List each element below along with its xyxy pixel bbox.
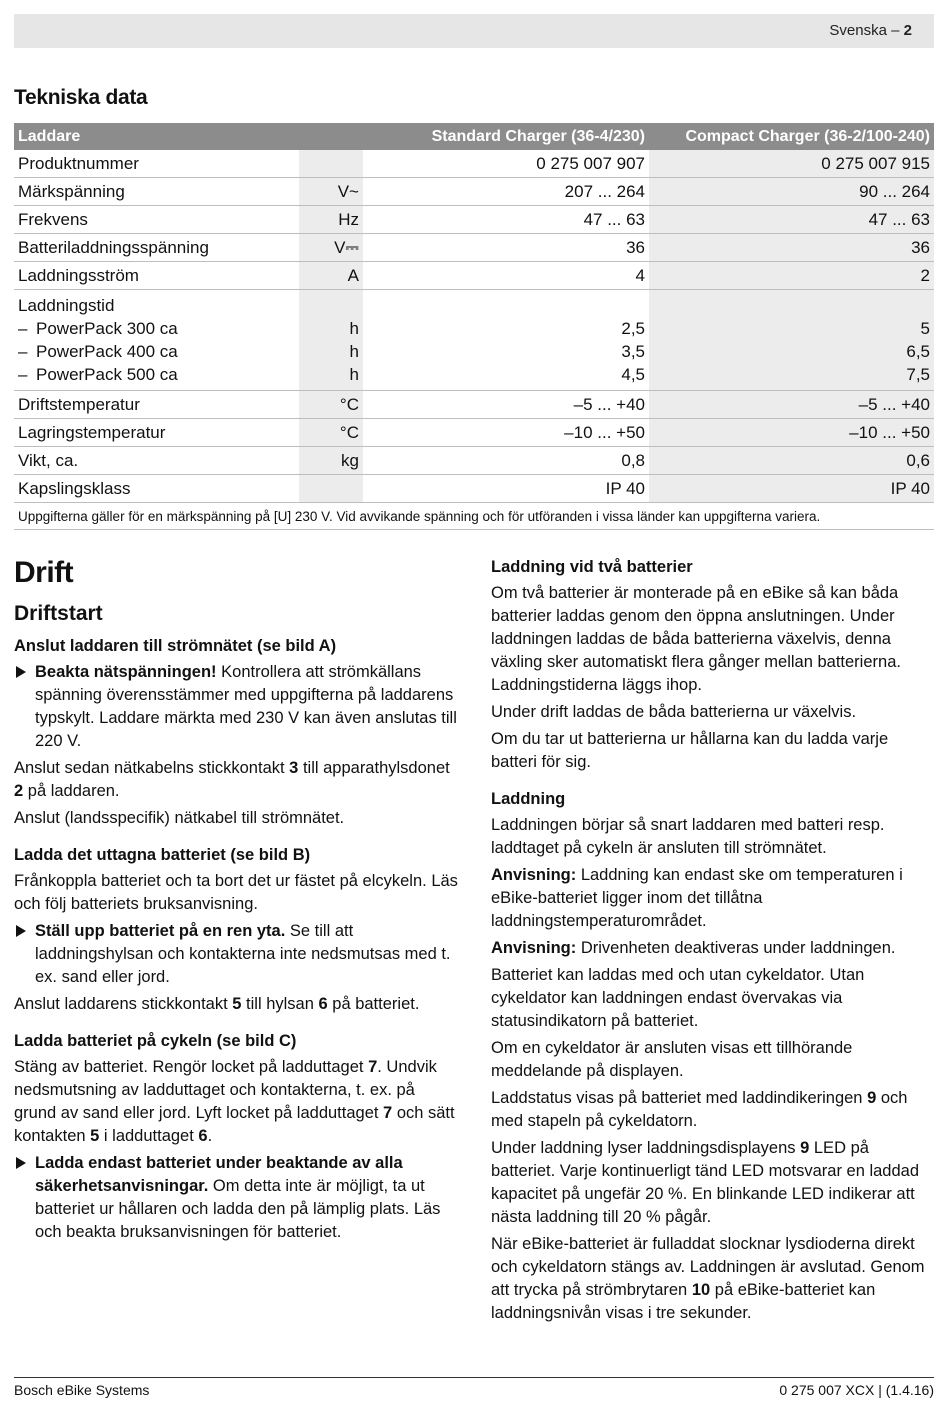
bullet-item xyxy=(14,920,458,989)
row-label: Vikt, ca. xyxy=(14,447,299,475)
row-standard-value: –10 ... +50 xyxy=(363,419,649,447)
bullet-text: Om detta inte är möjligt, ta ut batteriet ur hållaren och ladda den på lämplig plats. Läs och beakta bruksanvisningen för batteriet. xyxy=(35,1177,441,1241)
row-compact-value: IP 40 xyxy=(649,475,934,503)
row-compact-value: 36 xyxy=(649,234,934,262)
header-standard-charger: Standard Charger (36‑4/230) xyxy=(363,123,649,150)
paragraph: Om en cykeldator är ansluten visas ett tillhörande meddelande på displayen. xyxy=(491,1039,853,1080)
paragraph: Frånkoppla batteriet och ta bort det ur fästet på elcykeln. Läs och följ batteriets bruksanvisning. xyxy=(14,872,458,913)
row-compact-value: 47 ... 63 xyxy=(649,206,934,234)
paragraph: Anslut (landsspecifik) nätkabel till strömnätet. xyxy=(14,809,345,827)
bullet-triangle-icon xyxy=(16,1157,26,1169)
table-row xyxy=(14,206,934,234)
charging-time-compact xyxy=(649,290,934,391)
row-unit: kg xyxy=(299,447,363,475)
table-row xyxy=(14,150,934,178)
charging-item-unit: h xyxy=(349,342,359,361)
paragraph: Anslut sedan nätkabelns stickkontakt 3 till apparathylsdonet 2 på laddaren. xyxy=(14,759,450,800)
left-column xyxy=(14,555,458,1248)
bullet-bold: Ladda endast batteriet under beaktande av alla säkerhetsanvisningar. xyxy=(35,1154,403,1195)
row-label: Märkspänning xyxy=(14,178,299,206)
table-row xyxy=(14,419,934,447)
table-header-row xyxy=(14,123,934,150)
row-unit: A xyxy=(299,262,363,290)
row-compact-value: –5 ... +40 xyxy=(649,391,934,419)
header-page-number: 2 xyxy=(903,22,912,39)
paragraph: Laddstatus visas på batteriet med laddindikeringen 9 och med stapeln på cykeldatorn. xyxy=(491,1089,908,1130)
header-laddare: Laddare xyxy=(14,123,299,150)
table-row xyxy=(14,178,934,206)
paragraph: Om två batterier är monterade på en eBike så kan båda batterier laddas genom den öppna anslutningen. Under laddningen laddas de båda batterierna växelvis, denna växling sker automatiskt flera gånger mellan batterierna. Laddningstiderna läggs ihop. xyxy=(491,584,901,694)
bullet-bold: Beakta nätspänningen! xyxy=(35,663,217,681)
table-row xyxy=(14,447,934,475)
charging-item-standard: 2,5 xyxy=(621,319,645,338)
charging-item-compact: 5 xyxy=(920,319,930,338)
page-header-label xyxy=(829,22,912,39)
table-row xyxy=(14,391,934,419)
header-language: Svenska xyxy=(829,22,887,39)
row-label: Produktnummer xyxy=(14,150,299,178)
note-paragraph: Anvisning: Laddning kan endast ske om temperaturen i eBike-batteriet ligger inom det tillåtna laddningstemperaturområdet. xyxy=(491,866,903,930)
bullet-item xyxy=(14,661,458,753)
charging-time-units xyxy=(299,290,363,391)
row-standard-value: 207 ... 264 xyxy=(363,178,649,206)
page-header xyxy=(14,14,934,48)
row-unit: Hz xyxy=(299,206,363,234)
table-note-row xyxy=(14,503,934,530)
charging-item-standard: 3,5 xyxy=(621,342,645,361)
footer-company: Bosch eBike Systems xyxy=(14,1382,150,1398)
row-label: Batteriladdningsspänning xyxy=(14,234,299,262)
paragraph: Anslut laddarens stickkontakt 5 till hylsan 6 på batteriet. xyxy=(14,995,420,1013)
row-compact-value: –10 ... +50 xyxy=(649,419,934,447)
table-row xyxy=(14,234,934,262)
row-standard-value: 47 ... 63 xyxy=(363,206,649,234)
charging-item-compact: 7,5 xyxy=(906,365,930,384)
row-standard-value: 36 xyxy=(363,234,649,262)
bullet-item xyxy=(14,1152,458,1244)
row-unit xyxy=(299,150,363,178)
charging-time-standard xyxy=(363,290,649,391)
row-standard-value: 0 275 007 907 xyxy=(363,150,649,178)
paragraph: Om du tar ut batterierna ur hållarna kan du ladda varje batteri för sig. xyxy=(491,730,889,771)
row-unit: V~ xyxy=(299,178,363,206)
row-unit: V⎓ xyxy=(299,234,363,262)
note-paragraph: Anvisning: Drivenheten deaktiveras under laddningen. xyxy=(491,939,896,957)
charging-item-compact: 6,5 xyxy=(906,342,930,361)
header-compact-charger: Compact Charger (36‑2/100-240) xyxy=(649,123,934,150)
row-compact-value: 90 ... 264 xyxy=(649,178,934,206)
table-row xyxy=(14,475,934,503)
charging-item-unit: h xyxy=(349,319,359,338)
section-heading: Anslut laddaren till strömnätet (se bild A) xyxy=(14,637,337,655)
table-footnote: Uppgifterna gäller för en märkspänning på [U] 230 V. Vid avvikande spänning och för utföranden i vissa länder kan uppgifterna variera. xyxy=(14,503,934,530)
tech-data-table xyxy=(14,123,934,530)
paragraph: När eBike-batteriet är fulladdat slocknar lysdioderna direkt och cykeldatorn stängs av. Laddningen är avslutad. Genom att trycka på strömbrytaren 10 på eBike-batteriet kan laddningsnivån visas i tre sekunder. xyxy=(491,1235,925,1322)
charging-item-unit: h xyxy=(349,365,359,384)
charging-item-standard: 4,5 xyxy=(621,365,645,384)
row-compact-value: 2 xyxy=(649,262,934,290)
paragraph: Under drift laddas de båda batterierna ur växelvis. xyxy=(491,703,857,721)
section-heading: Laddning vid två batterier xyxy=(491,558,693,576)
paragraph: Under laddning lyser laddningsdisplayens 9 LED på batteriet. Varje kontinuerligt tänd LED motsvarar en laddad kapacitet på ungefär 20 %. En blinkande LED indikerar att nästa laddning till 20 % pågår. xyxy=(491,1139,920,1226)
paragraph: Laddningen börjar så snart laddaren med batteri resp. laddtaget på cykeln är ansluten till strömnätet. xyxy=(491,816,885,857)
footer-divider xyxy=(14,1377,934,1378)
row-standard-value: –5 ... +40 xyxy=(363,391,649,419)
header-separator: – xyxy=(886,22,904,39)
bullet-triangle-icon xyxy=(16,925,26,937)
row-label: Frekvens xyxy=(14,206,299,234)
row-standard-value: 0,8 xyxy=(363,447,649,475)
drift-title: Drift xyxy=(14,556,74,589)
bullet-bold: Ställ upp batteriet på en ren yta. xyxy=(35,922,286,940)
row-label: Laddningsström xyxy=(14,262,299,290)
row-label: Lagringstemperatur xyxy=(14,419,299,447)
bullet-text: Se till att laddningshylsan och kontakterna inte nedsmutsas med t. ex. sand eller jord. xyxy=(35,922,451,986)
right-column xyxy=(491,556,935,1329)
row-standard-value: IP 40 xyxy=(363,475,649,503)
row-unit: °C xyxy=(299,391,363,419)
section-heading: Ladda batteriet på cykeln (se bild C) xyxy=(14,1032,297,1050)
table-row-charging-time xyxy=(14,290,934,391)
row-compact-value: 0,6 xyxy=(649,447,934,475)
charging-item-label: – PowerPack 500 ca xyxy=(18,365,178,384)
bullet-text: Kontrollera att strömkällans spänning överensstämmer med uppgifterna på laddarens typskylt. Laddare märkta med 230 V kan även anslutas till 220 V. xyxy=(35,663,457,750)
charging-item-label: – PowerPack 400 ca xyxy=(18,342,178,361)
row-compact-value: 0 275 007 915 xyxy=(649,150,934,178)
row-unit xyxy=(299,475,363,503)
charging-item-label: – PowerPack 300 ca xyxy=(18,319,178,338)
section-heading: Laddning xyxy=(491,790,566,808)
header-unit xyxy=(299,123,363,150)
section-heading: Ladda det uttagna batteriet (se bild B) xyxy=(14,846,311,864)
bullet-triangle-icon xyxy=(16,666,26,678)
charging-time-label: Laddningstid xyxy=(18,296,115,315)
paragraph: Stäng av batteriet. Rengör locket på ladduttaget 7. Undvik nedsmutsning av ladduttaget och kontakterna, t. ex. på grund av sand eller jord. Lyft locket på ladduttaget 7 och sätt kontakten 5 i ladduttaget 6. xyxy=(14,1058,455,1145)
charging-time-labels xyxy=(14,290,299,391)
row-standard-value: 4 xyxy=(363,262,649,290)
row-label: Kapslingsklass xyxy=(14,475,299,503)
footer-doc-number: 0 275 007 XCX | (1.4.16) xyxy=(779,1382,934,1398)
paragraph: Batteriet kan laddas med och utan cykeldator. Utan cykeldator kan laddningen endast övervakas via statusindikatorn på batteriet. xyxy=(491,966,865,1030)
row-label: Driftstemperatur xyxy=(14,391,299,419)
tech-data-title: Tekniska data xyxy=(14,86,148,109)
driftstart-subtitle: Driftstart xyxy=(14,602,103,625)
row-unit: °C xyxy=(299,419,363,447)
table-row xyxy=(14,262,934,290)
